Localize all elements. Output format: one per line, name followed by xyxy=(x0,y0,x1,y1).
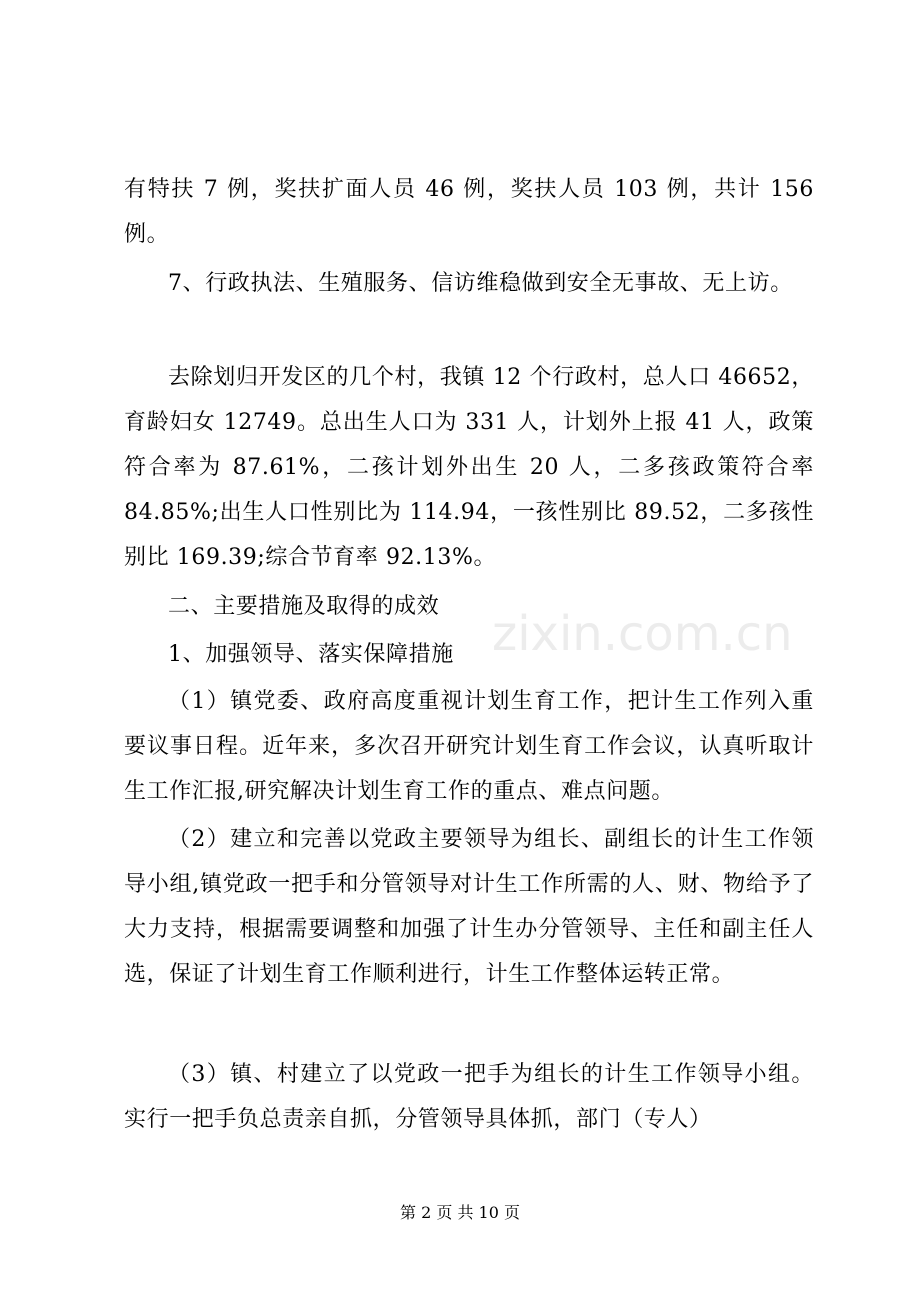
page-footer: 第 2 页 共 10 页 xyxy=(400,1203,520,1222)
paragraph-item-2: （2）建立和完善以党政主要领导为组长、副组长的计生工作领导小组,镇党政一把手和分管领导对计生工作所需的人、财、物给予了大力支持，根据需要调整和加强了计生办分管领导、主任和副主任人选，保证了计划生育工作顺利进行，计生工作整体运转正常。 xyxy=(124,827,814,987)
paragraph-item-3: （3）镇、村建立了以党政一把手为组长的计生工作领导小组。实行一把手负总责亲自抓，分管领导具体抓，部门（专人） xyxy=(124,1062,814,1132)
paragraph-2: 7、行政执法、生殖服务、信访维稳做到安全无事故、无上访。 xyxy=(168,271,793,296)
paragraph-1: 有特扶 7 例，奖扶扩面人员 46 例，奖扶人员 103 例，共计 156 例。 xyxy=(124,177,822,247)
paragraph-3: 去除划归开发区的几个村，我镇 12 个行政村，总人口 46652，育龄妇女 12749。总出生人口为 331 人，计划外上报 41 人，政策符合率为 87.61%，二孩计划外出生 20 人，二多孩政策符合率 84.85%;出生人口性别比为 114.94，一孩性别比 89.52，二多孩性别比 169.39;综合节育率 92.13%。 xyxy=(124,365,822,570)
subsection-heading: 1、加强领导、落实保障措施 xyxy=(168,642,454,667)
watermark: zixin.com.cn xyxy=(492,606,793,662)
paragraph-item-1: （1）镇党委、政府高度重视计划生育工作，把计生工作列入重要议事日程。近年来，多次召开研究计划生育工作会议，认真听取计生工作汇报,研究解决计划生育工作的重点、难点问题。 xyxy=(124,689,814,804)
section-heading: 二、主要措施及取得的成效 xyxy=(168,594,440,619)
